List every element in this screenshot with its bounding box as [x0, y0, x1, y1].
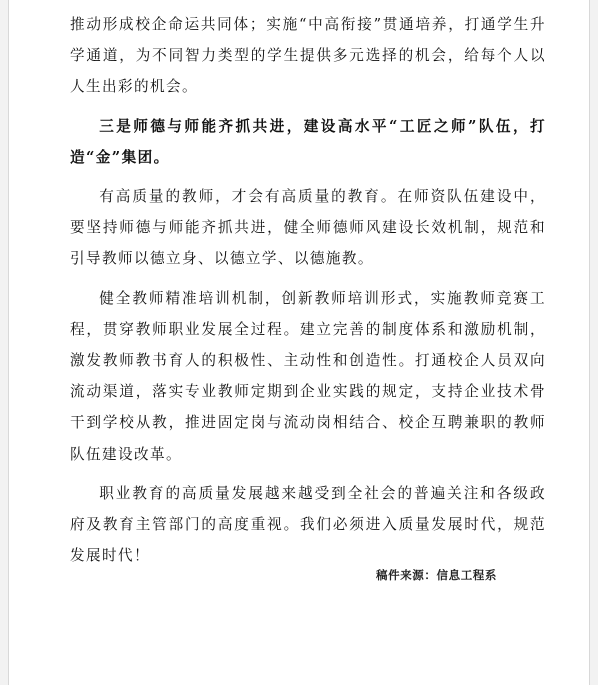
- paragraph-conclusion: 职业教育的高质量发展越来越受到全社会的普遍关注和各级政府及教育主管部门的高度重视。我们必须进入质量发展时代，规范发展时代！: [70, 484, 546, 565]
- section-heading: 三是师德与师能齐抓共进，建设高水平“工匠之师”队伍，打造“金”集团。: [70, 117, 546, 166]
- document-page: [8, 0, 590, 685]
- document-body: [70, 9, 546, 579]
- paragraph-continuation: 推动形成校企命运共同体；实施“中高衔接”贯通培养，打通学生升学通道，为不同智力类型的学生提供多元选择的机会，给每个人以人生出彩的机会。: [70, 16, 546, 96]
- article-source: 稿件来源：信息工程系: [376, 568, 497, 582]
- paragraph-teacher-quality: 有高质量的教师，才会有高质量的教育。在师资队伍建设中，要坚持师德与师能齐抓共进，健全师德师风建设长效机制，规范和引导教师以德立身、以德立学、以德施教。: [70, 188, 546, 268]
- paragraph-teacher-training: 健全教师精准培训机制，创新教师培训形式，实施教师竞赛工程，贯穿教师职业发展全过程。建立完善的制度体系和激励机制，激发教师教书育人的积极性、主动性和创造性。打通校企人员双向流动渠道，落实专业教师定期到企业实践的规定，支持企业技术骨干到学校从教，推进固定岗与流动岗相结合、校企互聘兼职的教师队伍建设改革。: [70, 289, 546, 463]
